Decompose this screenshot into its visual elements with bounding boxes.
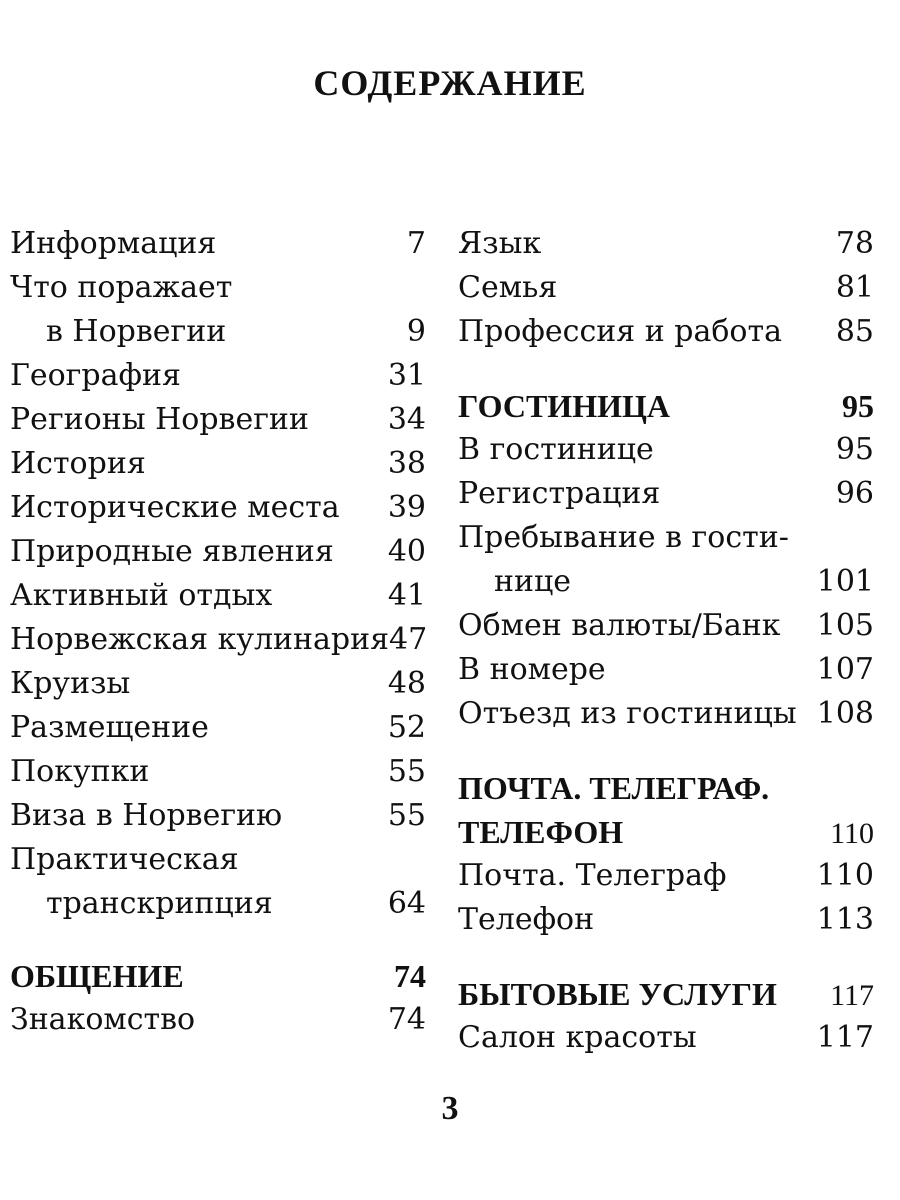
toc-entry-page: 47 — [389, 622, 428, 657]
toc-entry-page: 113 — [816, 902, 874, 937]
toc-entry-page: 96 — [835, 476, 874, 511]
toc-entry[interactable] — [10, 530, 426, 574]
toc-entry-title: Размещение — [10, 710, 209, 745]
toc-entry[interactable] — [10, 486, 426, 530]
section-gap — [10, 926, 426, 954]
toc-entry-page: 39 — [387, 490, 426, 525]
toc-entry-page: 78 — [835, 226, 874, 261]
toc-entry-title: БЫТОВЫЕ УСЛУГИ — [458, 976, 777, 1012]
toc-entry[interactable] — [458, 648, 874, 692]
toc-entry[interactable] — [10, 442, 426, 486]
toc-entry-title: Регионы Норвегии — [10, 402, 309, 437]
toc-entry[interactable] — [10, 222, 426, 266]
toc-entry-page: 34 — [387, 402, 426, 437]
toc-section-heading[interactable] — [458, 810, 874, 854]
toc-entry[interactable] — [458, 898, 874, 942]
toc-entry[interactable] — [10, 398, 426, 442]
toc-entry-title: Регистрация — [458, 476, 661, 511]
toc-entry-page: 74 — [387, 1002, 426, 1037]
toc-entry-page: 108 — [816, 696, 874, 731]
toc-entry-page: 110 — [830, 817, 874, 850]
toc-entry-page: 117 — [816, 1020, 874, 1055]
toc-entry-title: Салон красоты — [458, 1020, 697, 1055]
section-gap — [458, 354, 874, 384]
toc-entry-title: Язык — [458, 226, 542, 261]
toc-entry[interactable] — [458, 222, 874, 266]
toc-entry-page: 95 — [835, 432, 874, 467]
toc-entry-title: Покупки — [10, 754, 150, 789]
toc-entry[interactable] — [10, 618, 426, 662]
toc-entry-title: Семья — [458, 270, 558, 305]
toc-entry-page: 95 — [842, 388, 874, 424]
toc-entry[interactable] — [10, 794, 426, 838]
toc-entry-page: 74 — [394, 958, 426, 994]
toc-entry-title: Отъезд из гостиницы — [458, 696, 797, 731]
toc-entry-title: История — [10, 446, 146, 481]
toc-entry-page: 110 — [816, 858, 874, 893]
toc-entry-title: Почта. Телеграф — [458, 858, 727, 893]
toc-entry-title: ТЕЛЕФОН — [458, 814, 624, 850]
section-gap — [458, 736, 874, 766]
toc-section-heading[interactable] — [458, 766, 874, 810]
toc-entry-title: Что поражает — [10, 270, 233, 305]
toc-entry-title: В гостинице — [458, 432, 654, 467]
toc-entry-page: 105 — [816, 608, 874, 643]
toc-entry-page: 85 — [835, 314, 874, 349]
toc-entry-title: в Норвегии — [46, 314, 227, 349]
toc-left-column — [10, 222, 426, 1042]
toc-entry-page: 55 — [387, 754, 426, 789]
toc-entry[interactable] — [458, 516, 874, 560]
toc-entry-page: 117 — [830, 979, 874, 1012]
toc-entry[interactable] — [10, 662, 426, 706]
toc-entry[interactable] — [458, 560, 874, 604]
toc-entry[interactable] — [458, 266, 874, 310]
toc-section-heading[interactable] — [10, 954, 426, 998]
toc-entry-page: 7 — [406, 226, 426, 261]
toc-entry-page: 38 — [387, 446, 426, 481]
toc-entry-page: 101 — [816, 564, 874, 599]
toc-entry[interactable] — [10, 706, 426, 750]
toc-entry-page: 81 — [835, 270, 874, 305]
toc-entry-page: 40 — [387, 534, 426, 569]
toc-right-column — [458, 222, 874, 1060]
section-gap — [458, 942, 874, 972]
toc-entry-page: 41 — [387, 578, 426, 613]
toc-entry-title: Виза в Норвегию — [10, 798, 283, 833]
toc-entry[interactable] — [10, 838, 426, 882]
toc-entry-title: ПОЧТА. ТЕЛЕГРАФ. — [458, 770, 770, 806]
toc-entry-page: 107 — [816, 652, 874, 687]
toc-entry-title: ГОСТИНИЦА — [458, 388, 670, 424]
toc-entry[interactable] — [458, 1016, 874, 1060]
toc-entry-page: 64 — [387, 886, 426, 921]
toc-entry-page: 52 — [387, 710, 426, 745]
toc-entry-title: Норвежская кулинария — [10, 622, 390, 657]
toc-entry[interactable] — [458, 604, 874, 648]
toc-entry[interactable] — [458, 692, 874, 736]
toc-entry-title: нице — [494, 564, 572, 599]
toc-entry-title: транскрипция — [46, 886, 273, 921]
toc-entry-title: Пребывание в гости- — [458, 520, 789, 555]
toc-entry-title: Телефон — [458, 902, 595, 937]
toc-entry-title: Природные явления — [10, 534, 334, 569]
toc-entry[interactable] — [458, 854, 874, 898]
toc-entry[interactable] — [458, 428, 874, 472]
toc-entry[interactable] — [10, 998, 426, 1042]
page-title: СОДЕРЖАНИЕ — [313, 63, 587, 103]
toc-entry-title: Активный отдых — [10, 578, 273, 613]
toc-entry-page: 55 — [387, 798, 426, 833]
toc-entry-title: Обмен валюты/Банк — [458, 608, 781, 643]
toc-entry[interactable] — [10, 574, 426, 618]
toc-entry-title: ОБЩЕНИЕ — [10, 958, 184, 994]
toc-entry-title: Круизы — [10, 666, 131, 701]
toc-entry-page: 9 — [406, 314, 426, 349]
toc-entry[interactable] — [458, 310, 874, 354]
toc-section-heading[interactable] — [458, 384, 874, 428]
toc-entry[interactable] — [10, 266, 426, 310]
toc-entry[interactable] — [10, 882, 426, 926]
toc-entry-title: Информация — [10, 226, 217, 261]
toc-entry-title: Практическая — [10, 842, 239, 877]
toc-entry-page: 31 — [387, 358, 426, 393]
toc-entry[interactable] — [10, 354, 426, 398]
toc-entry-title: В номере — [458, 652, 606, 687]
toc-entry[interactable] — [10, 750, 426, 794]
page-number: 3 — [441, 1090, 459, 1127]
toc-entry[interactable] — [10, 310, 426, 354]
toc-section-heading[interactable] — [458, 972, 874, 1016]
toc-entry-title: Знакомство — [10, 1002, 196, 1037]
toc-entry-title: Исторические места — [10, 490, 340, 525]
toc-entry-title: География — [10, 358, 181, 393]
toc-entry[interactable] — [458, 472, 874, 516]
toc-entry-page: 48 — [387, 666, 426, 701]
toc-entry-title: Профессия и работа — [458, 314, 782, 349]
